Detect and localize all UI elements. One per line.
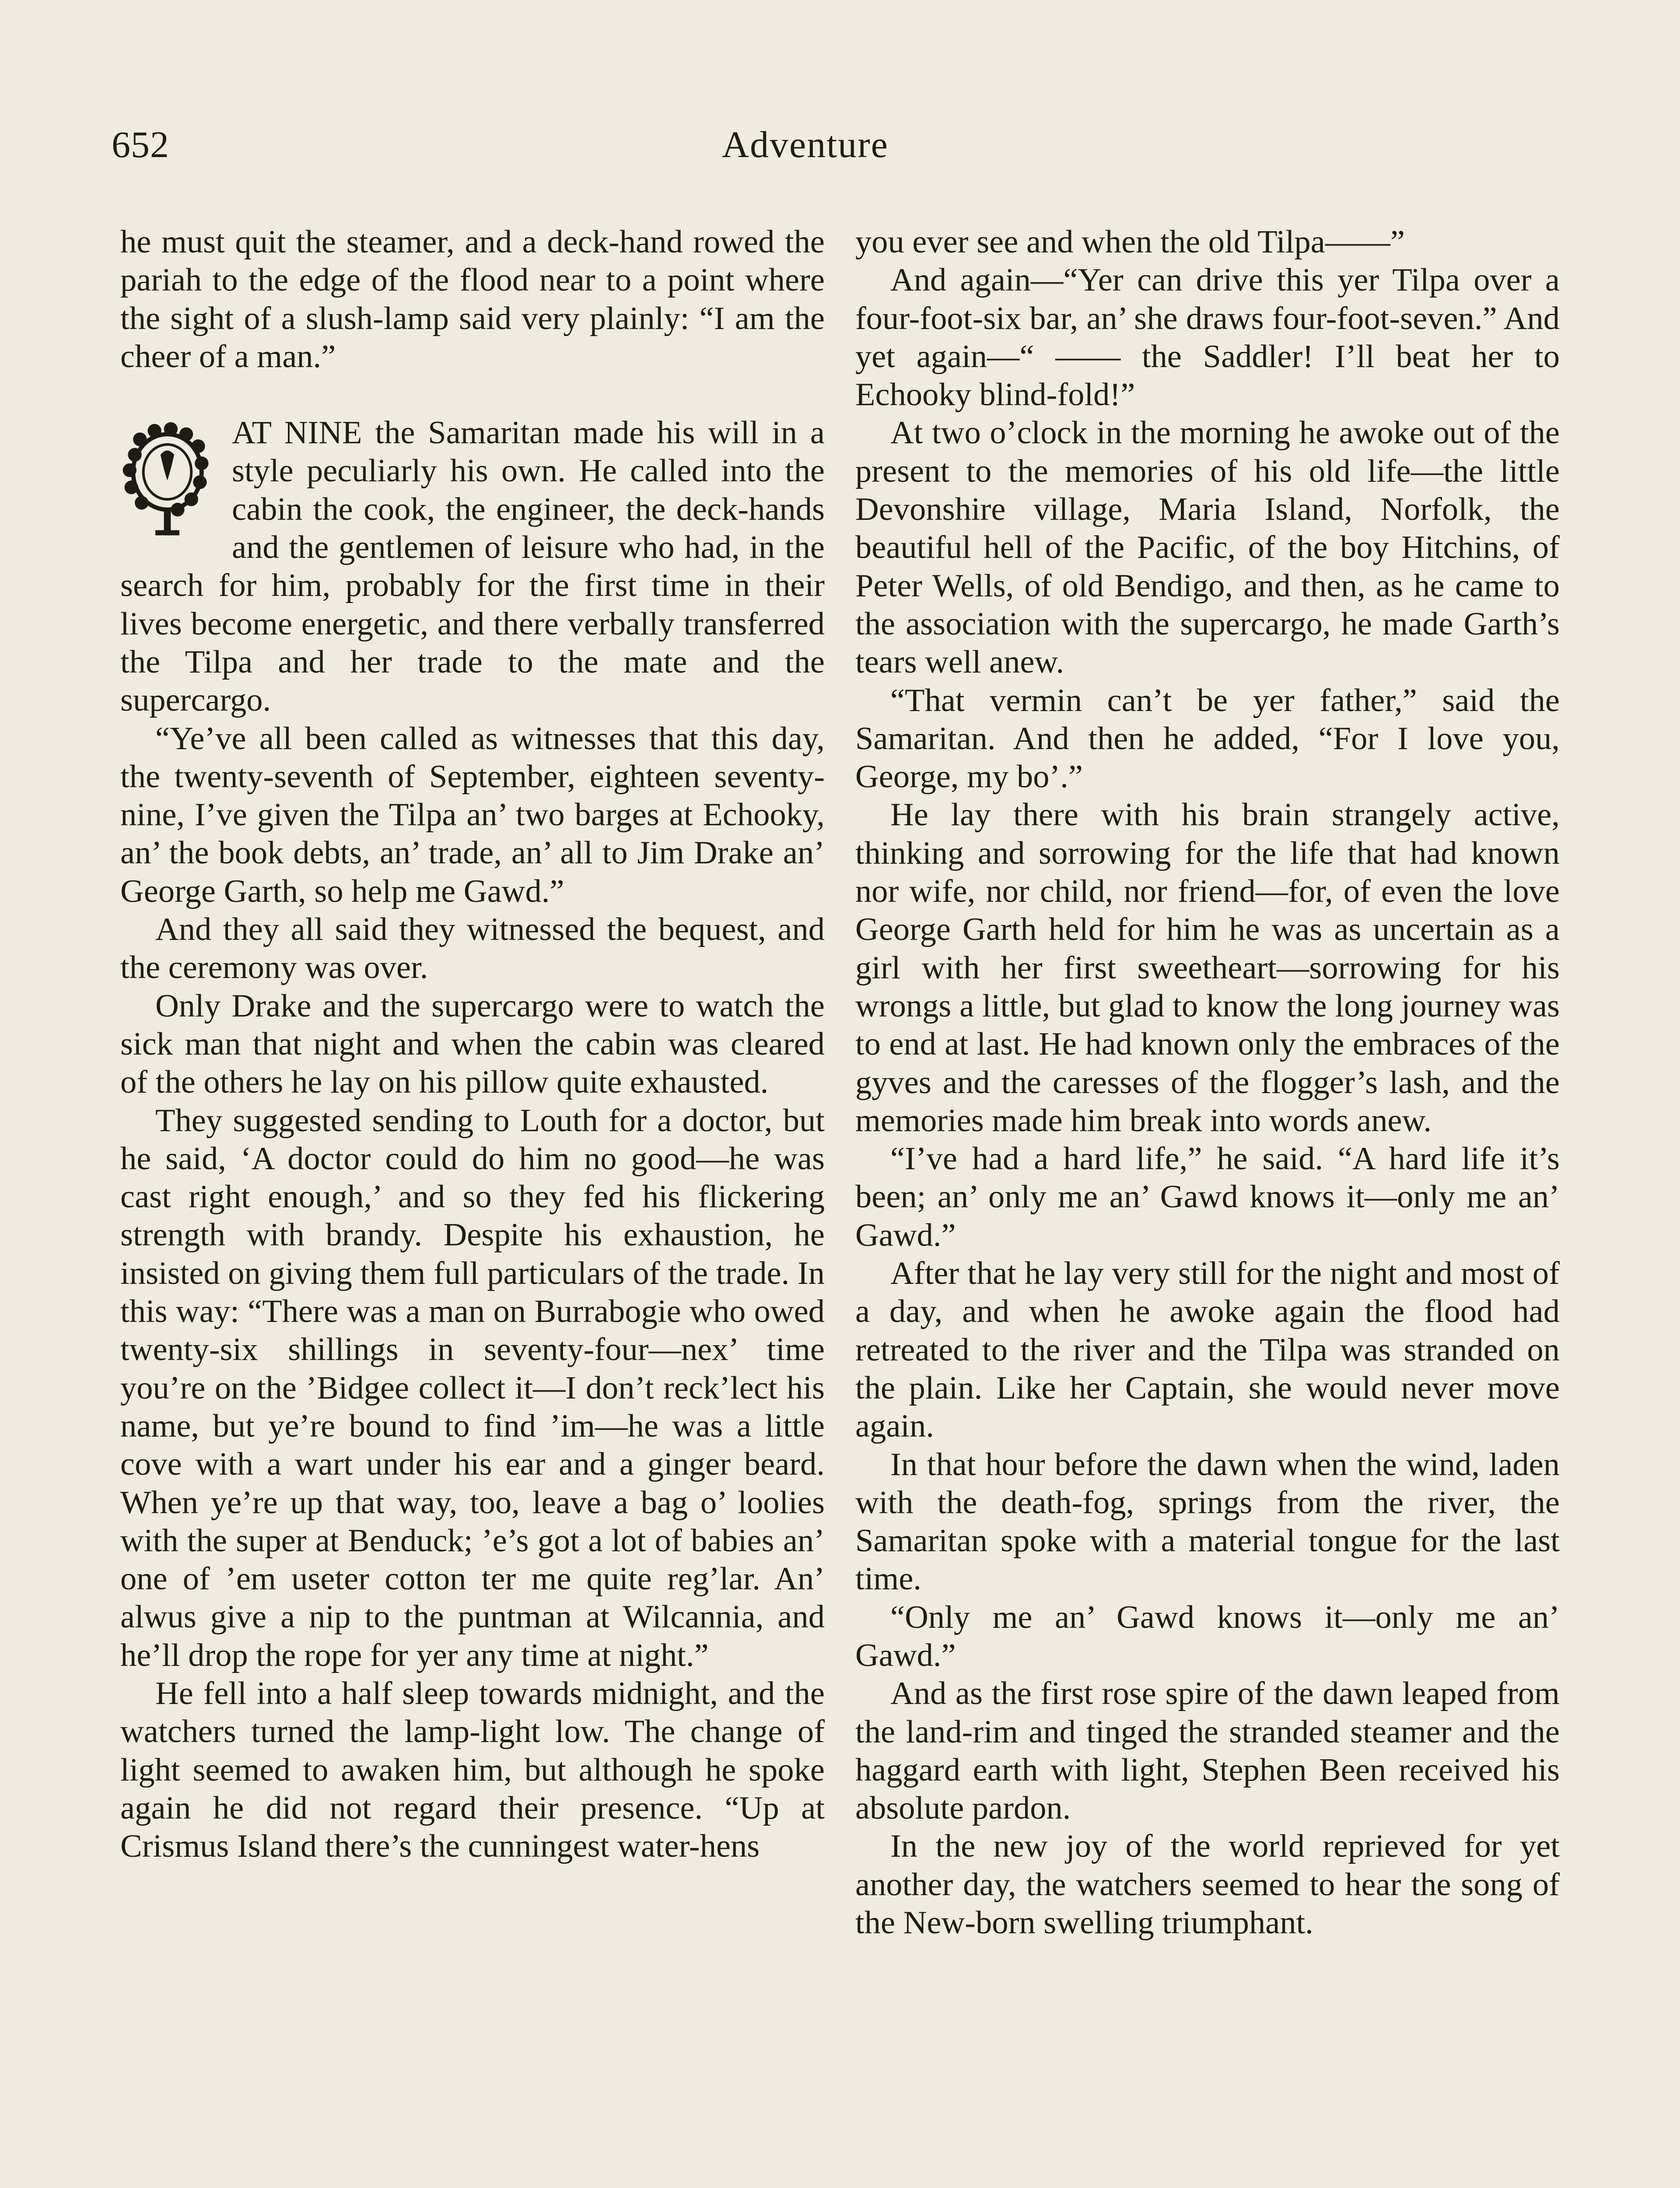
paragraph: He lay there with his brain strangely active, thinking and sorrowing for the life that had known nor wife, nor child, nor friend—for, of even the love George Garth held for him he was as uncertain as a girl with her first sweetheart—sorrowing for his wrongs a little, but glad to know the long journey was to end at last. He had known only the embraces of the gyves and the caresses of the flogger’s lash, and the memories made him break into words anew. (855, 797, 1560, 1139)
running-title: Adventure (722, 123, 889, 165)
paragraph: And as the first rose spire of the dawn leaped from the land-rim and tinged the stranded steamer and the haggard earth with light, Stephen Been received his absolute pardon. (855, 1676, 1560, 1827)
paragraph: They suggested sending to Louth for a doctor, but he said, ‘A doctor could do him no good—he was cast right enough,’ and so they fed his flickering strength with brandy. Despite his exhaustion, he insisted on giving them full particulars of the trade. In this way: “There was a man on Burrabogie who owed twenty-six shillings in seventy-four—nex’ time you’re on the ’Bidgee collect it—I don’t reck’lect his name, but ye’re bound to find ’im—he was a little cove with a wart under his ear and a ginger beard. When ye’re up that way, too, leave a bag o’ loolies with the super at Benduck; ’e’s got a lot of babies an’ one of ’em useter cotton ter me quite reg’lar. An’ alwus give a nip to the puntman at Wilcannia, and he’ll drop the rope for yer any time at night.” (120, 1102, 825, 1673)
paragraph-with-initial: AT NINE the Samaritan made his will in a style peculiarly his own. He called into the cabin the cook, the engineer, the deck-hands and the gentlemen of leisure who had, in the search for him, probably for the first time in their lives become energetic, and there verbally transferred the Tilpa and her trade to the mate and the supercargo. (120, 414, 825, 719)
paragraph: He fell into a half sleep towards midnight, and the watchers turned the lamp-light low. The change of light seemed to awaken him, but although he spoke again he did not regard their presence. “Up at Crismus Island there’s the cunningest water-hens (120, 1675, 825, 1865)
paragraph: In that hour before the dawn when the wind, laden with the death-fog, springs from the river, the Samaritan spoke with a material tongue for the last time. (855, 1446, 1560, 1597)
paragraph: you ever see and when the old Tilpa——” (855, 224, 1405, 260)
paragraph: At two o’clock in the morning he awoke out of the present to the memories of his old life—the little Devonshire village, Maria Island, Norfolk, the beautiful hell of the Pacific, of the boy Hitchins, of Peter Wells, of old Bendigo, and then, as he came to the association with the supercargo, he made Garth’s tears well anew. (855, 415, 1560, 680)
paragraph: And again—“Yer can drive this yer Tilpa over a four-foot-six bar, an’ she draws four-foot-seven.” And yet again—“ —— the Saddler! I’ll beat her to Echooky blind-fold!” (855, 262, 1560, 413)
paragraph: In the new joy of the world reprieved for yet another day, the watchers seemed to hear the song of the New-born swelling triumphant. (855, 1828, 1560, 1941)
right-column (855, 223, 1560, 1942)
paragraph: “Ye’ve all been called as witnesses that this day, the twenty-seventh of September, eighteen seventy-nine, I’ve given the Tilpa an’ two barges at Echooky, an’ the book debts, an’ trade, an’ all to Jim Drake an’ George Garth, so help me Gawd.” (120, 720, 825, 909)
paragraph: “That vermin can’t be yer father,” said the Samaritan. And then he added, “For I love you, George, my bo’.” (855, 682, 1560, 795)
paragraph: And they all said they witnessed the bequest, and the ceremony was over. (120, 912, 825, 986)
left-column (120, 223, 825, 1865)
paragraph: “Only me an’ Gawd knows it—only me an’ Gawd.” (855, 1599, 1560, 1673)
paragraph: After that he lay very still for the night and most of a day, and when he awoke again the flood had retreated to the river and the Tilpa was stranded on the plain. Like her Captain, she would never move again. (855, 1255, 1560, 1445)
wreath-initial-icon (116, 419, 219, 542)
page-number: 652 (112, 123, 169, 165)
paragraph: “I’ve had a hard life,” he said. “A hard life it’s been; an’ only me an’ Gawd knows it—only me an’ Gawd.” (855, 1141, 1560, 1253)
paragraph: he must quit the steamer, and a deck-hand rowed the pariah to the edge of the flood near to a point where the sight of a slush-lamp said very plainly: “I am the cheer of a man.” (120, 224, 825, 375)
paragraph: Only Drake and the supercargo were to watch the sick man that night and when the cabin was cleared of the others he lay on his pillow quite exhausted. (120, 988, 825, 1101)
